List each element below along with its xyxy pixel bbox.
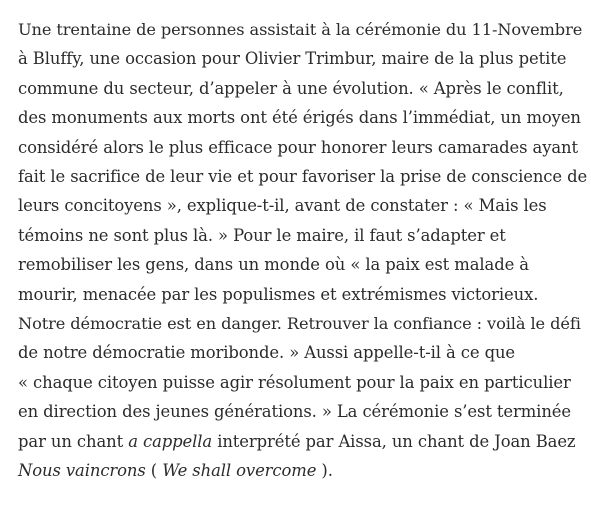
italic-song-title-english: We shall overcome <box>162 461 317 481</box>
text-line: des monuments aux morts ont été érigés dans l’immédiat, un moyen <box>18 108 581 128</box>
text-segment: interprété par Aissa, un chant de Joan Baez <box>212 431 576 451</box>
text-line: en direction des jeunes générations. » La cérémonie s’est terminée <box>18 402 571 422</box>
text-segment: par un chant <box>18 431 129 451</box>
text-line: leurs concitoyens », explique-t-il, avant de constater : « Mais les <box>18 196 547 216</box>
text-line <box>18 456 578 485</box>
text-line: fait le sacrifice de leur vie et pour favoriser la prise de conscience de <box>18 167 588 187</box>
text-line: Une trentaine de personnes assistait à la cérémonie du 11-Novembre <box>18 20 583 39</box>
italic-phrase-a-cappella: a cappella <box>128 431 213 451</box>
text-line: à Bluffy, une occasion pour Olivier Trimbur, maire de la plus petite <box>18 49 567 69</box>
text-line: témoins ne sont plus là. » Pour le maire, il faut s’adapter et <box>18 225 506 245</box>
text-line: mourir, menacée par les populismes et extrémismes victorieux. <box>18 284 539 304</box>
text-line: considéré alors le plus efficace pour honorer leurs camarades ayant <box>18 137 578 157</box>
text-line: Notre démocratie est en danger. Retrouver la confiance : voilà le défi <box>18 314 581 334</box>
text-line: remobiliser les gens, dans un monde où « la paix est malade à <box>18 255 529 275</box>
text-line <box>18 427 578 456</box>
italic-song-title: Nous vaincrons <box>18 461 146 481</box>
text-segment: ( <box>145 461 163 481</box>
text-line: commune du secteur, d’appeler à une évolution. « Après le conflit, <box>18 78 564 98</box>
text-line: de notre démocratie moribonde. » Aussi appelle-t-il à ce que <box>18 343 516 363</box>
article-paragraph <box>18 15 588 486</box>
text-line: « chaque citoyen puisse agir résolument pour la paix en particulier <box>18 372 571 392</box>
text-segment: ). <box>316 461 333 481</box>
